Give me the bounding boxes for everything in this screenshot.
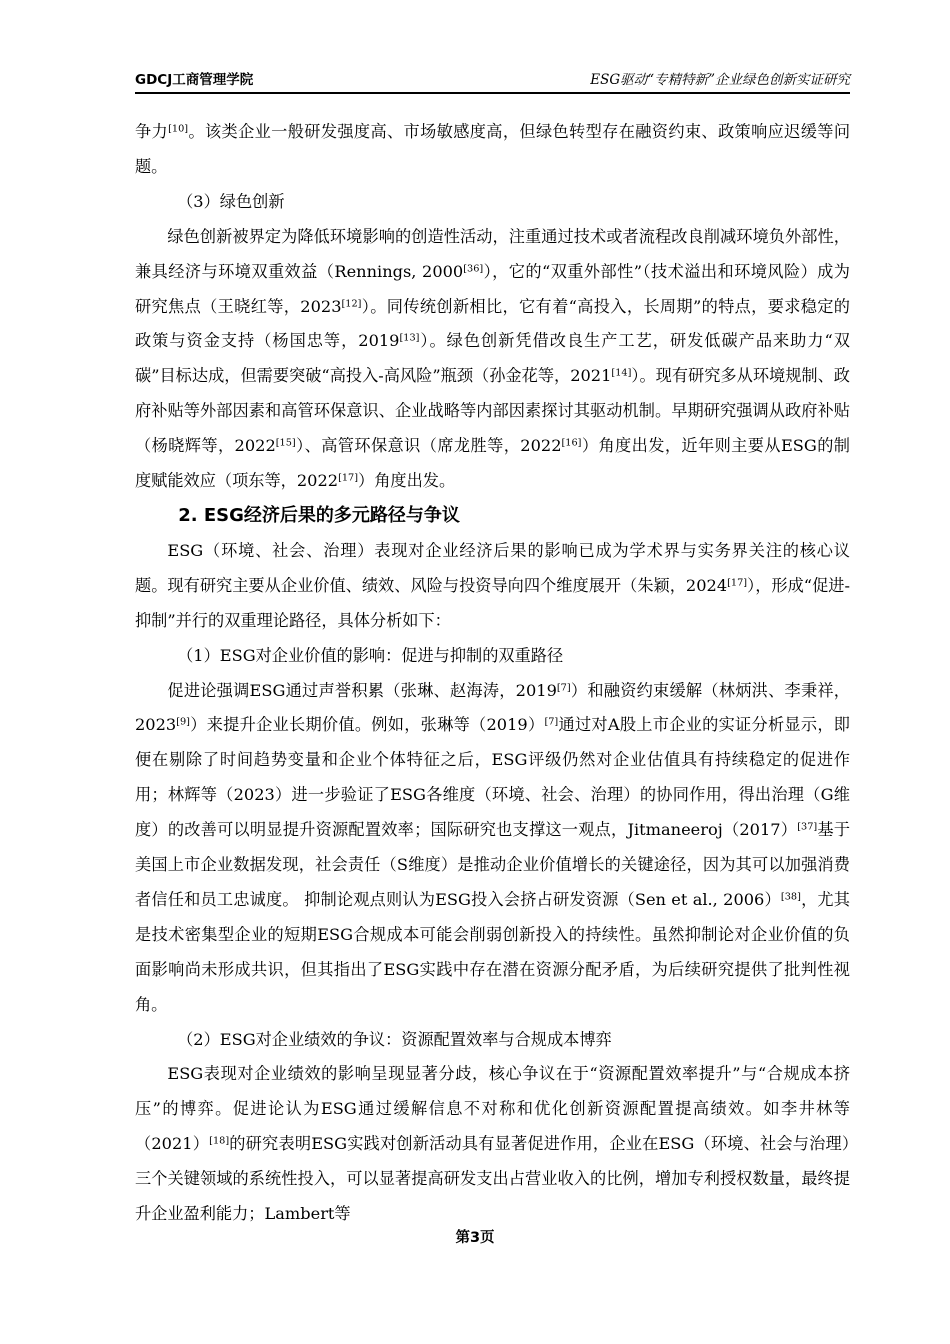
text-run: （3）绿色创新 — [177, 191, 285, 211]
text-run: ）角度出发。 — [358, 471, 456, 491]
text-run: （1）ESG对企业价值的影响：促进与抑制的双重路径 — [177, 645, 564, 665]
subheading-esg-value — [135, 639, 850, 674]
citation-ref: [7] — [544, 717, 559, 729]
citation-ref: [10] — [168, 123, 189, 135]
text-run: ），形成“促进-抑制”并行的双重理论路径，具体分析如下： — [135, 575, 850, 630]
header-paper-title: ESG驱动“专精特新”企业绿色创新实证研究 — [590, 72, 850, 88]
text-run: ）角度出发，近年则主要从ESG的制度赋能效应（项东等，2022 — [135, 436, 850, 491]
text-run: ）。同传统创新相比，它有着“高投入，长周期”的特点，要求稳定的政策与资金支持（杨国忠等，2019 — [135, 296, 850, 351]
citation-ref: [17] — [727, 577, 748, 589]
text-run: ESG（环境、社会、治理）表现对企业经济后果的影响已成为学术界与实务界关注的核心议题。现有研究主要从企业价值、绩效、风险与投资导向四个维度展开（朱颖，2024 — [135, 540, 850, 595]
citation-ref: [12] — [341, 298, 362, 310]
citation-ref: [36] — [463, 263, 484, 275]
citation-ref: [16] — [561, 437, 582, 449]
subheading-green-innovation — [135, 185, 850, 220]
text-run: ）。现有研究多从环境规制、政府补贴等外部因素和高管环保意识、企业战略等内部因素探讨其驱动机制。早期研究强调从政府补贴（杨晓辉等，2022 — [135, 366, 850, 456]
text-run: 绿色创新被界定为降低环境影响的创造性活动，注重通过技术或者流程改良削减环境负外部性，兼具经济与环境双重效益（Rennings, 2000 — [135, 226, 850, 281]
text-run: 促进论强调ESG通过声誉积累（张琳、赵海涛，2019 — [167, 680, 557, 700]
text-run: ）和融资约束缓解（林炳洪、李秉祥，2023 — [135, 680, 850, 735]
page-header — [135, 62, 850, 94]
citation-ref: [7] — [556, 682, 571, 694]
paragraph-green-innovation — [135, 220, 850, 499]
text-run: 争力 — [135, 122, 169, 141]
paragraph-esg-performance — [135, 1057, 850, 1232]
citation-ref: [14] — [611, 368, 632, 379]
text-run: ，尤其是技术密集型企业的短期ESG合规成本可能会削弱创新投入的持续性。虽然抑制论对企业价值的负面影响尚未形成共识，但其指出了ESG实践中存在潜在资源分配矛盾，为后续研究提供了批判性视角。 — [135, 889, 850, 1014]
citation-ref: [38] — [780, 891, 801, 903]
citation-ref: [15] — [275, 437, 296, 449]
text-run: ）来提升企业长期价值。例如，张琳等（2019） — [189, 715, 545, 735]
page-number: 第3页 — [455, 1230, 495, 1246]
citation-ref: [18] — [209, 1135, 230, 1147]
header-school-name: GDCJ工商管理学院 — [135, 72, 254, 88]
citation-ref: [17] — [338, 472, 359, 484]
citation-ref: [13] — [399, 333, 420, 345]
citation-ref: [9] — [176, 717, 190, 729]
text-run: ），它的“双重外部性”（技术溢出和环境风险）成为研究焦点（王晓红等，2023 — [135, 261, 850, 316]
text-run: 基于美国上市企业数据发现，社会责任（S维度）是推动企业价值增长的关键途径，因为其可以加强消费者信任和员工忠诚度。 抑制论观点则认为ESG投入会挤占研发资源（Sen et al., 2006） — [135, 820, 851, 909]
text-run: ）、高管环保意识（席龙胜等，2022 — [295, 436, 562, 456]
citation-ref: [37] — [797, 821, 818, 833]
paragraph-continuation — [135, 115, 850, 185]
paragraph-esg-intro — [135, 534, 850, 639]
section-heading-esg-consequences — [135, 499, 850, 534]
paragraph-esg-value — [135, 674, 850, 1023]
text-run: 。该类企业一般研发强度高、市场敏感度高，但绿色转型存在融资约束、政策响应迟缓等问题。 — [135, 122, 851, 176]
subheading-esg-performance — [135, 1023, 850, 1058]
text-run: 2. ESG经济后果的多元路径与争议 — [178, 504, 460, 526]
text-run: ）。绿色创新凭借改良生产工艺，研发低碳产品来助力“双碳”目标达成，但需要突破“高投入-高风险”瓶颈（孙金花等，2021 — [135, 331, 850, 386]
text-run: （2）ESG对企业绩效的争议：资源配置效率与合规成本博弈 — [177, 1029, 612, 1049]
body-text — [135, 115, 850, 1232]
text-run: 通过对A股上市企业的实证分析显示，即便在剔除了时间趋势变量和企业个体特征之后，ESG评级仍然对企业估值具有持续稳定的促进作用；林辉等（2023）进一步验证了ESG各维度（环境、社会、治理）的协同作用，得出治理（G维度）的改善可以明显提升资源配置效率；国际研究也支撑这一观点，Jitmaneeroj（2017） — [135, 715, 850, 840]
text-run: 的研究表明ESG实践对创新活动具有显著促进作用，企业在ESG（环境、社会与治理）三个关键领域的系统性投入，可以显著提高研发支出占营业收入的比例，增加专利授权数量，最终提升企业盈利能力；Lambert等 — [135, 1134, 850, 1224]
text-run: ESG表现对企业绩效的影响呈现显著分歧，核心争议在于“资源配置效率提升”与“合规成本挤压”的博弈。促进论认为ESG通过缓解信息不对称和优化创新资源配置提高绩效。如李井林等（2021） — [135, 1064, 850, 1154]
